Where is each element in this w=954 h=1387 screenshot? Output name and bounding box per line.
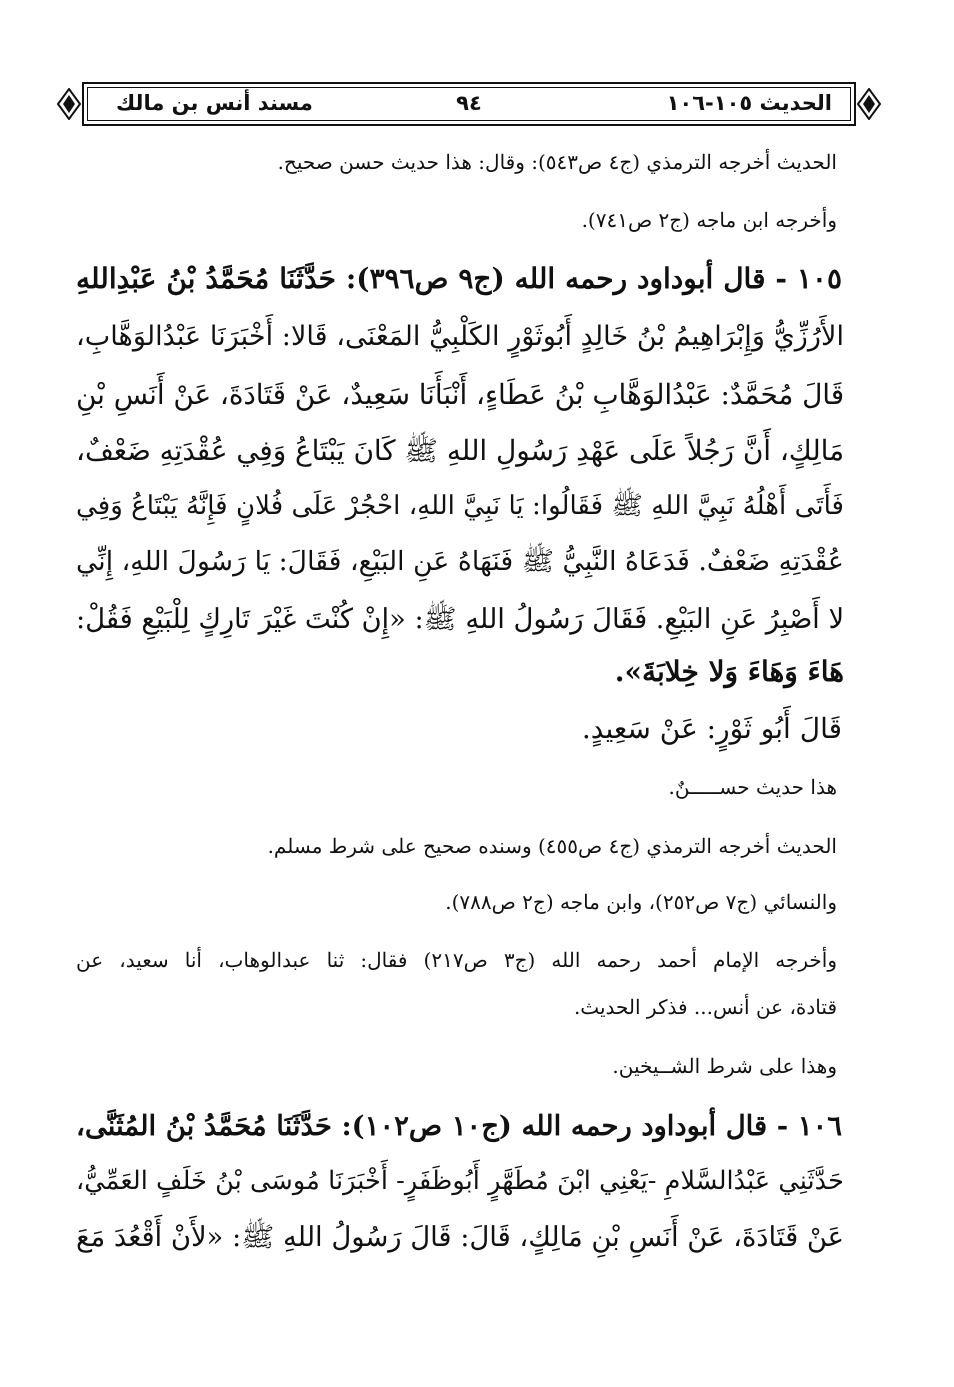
hadith-text-line: فَأَتَى أَهْلُهُ نَبِيَّ اللهِ ﷺ فَقَالُوا: يَا نَبِيَّ اللهِ، احْجُرْ عَلَى فُلانٍ فَإِنَّهُ يَبْتَاعُ وَفِي (76, 491, 844, 521)
text-line: الحديث أخرجه الترمذي (ج٤ ص٥٤٣): وقال: هذا حديث حسن صحيح. (277, 150, 837, 174)
header-book-title: مسند أنس بن مالك (116, 91, 313, 115)
grading-line: هذا حديث حســـــنٌ. (668, 775, 837, 799)
hadith-text-line: حَدَّثَنِي عَبْدُالسَّلامِ -يَعْنِي ابْنَ مُطَهَّرٍ أَبُوظَفَرٍ- أَخْبَرَنَا مُوسَى بْنُ خَلَفٍ العَمِّيُّ، (76, 1166, 844, 1196)
hadith-text-line: عُقْدَتِهِ ضَعْفٌ. فَدَعَاهُ النَّبِيُّ ﷺ فَنَهَاهُ عَنِ البَيْعِ، فَقَالَ: يَا رَسُولَ اللهِ، إِنِّي (76, 546, 844, 577)
takhrij-line: والنسائي (ج٧ ص٢٥٢)، وابن ماجه (ج٢ ص٧٨٨). (445, 890, 837, 914)
hadith-106-line: ١٠٦ - قال أبوداود رحمه الله (ج١٠ ص١٠٢): حَدَّثَنَا مُحَمَّدُ بْنُ المُثَنَّى، (76, 1110, 842, 1142)
header-page-number: ٩٤ (456, 91, 482, 115)
page-header (60, 82, 878, 126)
hadith-text-line: الأَرُزِّيُّ وَإِبْرَاهِيمُ بْنُ خَالِدٍ أَبُوثَوْرٍ الكَلْبِيُّ المَعْنَى، قَالا: أَخْبَرَنَا عَبْدُالوَهَّابِ، (76, 321, 844, 352)
grading-line: وهذا على شرط الشــيخين. (612, 1054, 837, 1078)
hadith-text-line: عَنْ قَتَادَةَ، عَنْ أَنَسِ بْنِ مَالِكٍ، قَالَ: قَالَ رَسُولُ اللهِ ﷺ: «لأَنْ أَقْعُدَ مَعَ (76, 1222, 844, 1253)
text-line: وأخرجه ابن ماجه (ج٢ ص٧٤١). (581, 208, 837, 232)
narrator-note: قَالَ أَبُو ثَوْرٍ: عَنْ سَعِيدٍ. (581, 712, 842, 745)
takhrij-line: وأخرجه الإمام أحمد رحمه الله (ج٣ ص٢١٧) فقال: ثنا عبدالوهاب، أنا سعيد، عن (76, 948, 837, 972)
takhrij-line: الحديث أخرجه الترمذي (ج٤ ص٤٥٥) وسنده صحيح على شرط مسلم. (267, 834, 837, 858)
header-hadith-range: الحديث ١٠٥-١٠٦ (666, 91, 832, 115)
takhrij-line: قتادة، عن أنس... فذكر الحديث. (573, 995, 837, 1019)
hadith-105-line: ١٠٥ - قال أبوداود رحمه الله (ج٩ ص٣٩٦): حَدَّثَنَا مُحَمَّدُ بْنُ عَبْدِاللهِ (76, 262, 842, 295)
hadith-text-line: هَاءَ وَهَاءَ وَلا خِلابَةَ». (614, 655, 844, 688)
hadith-text-line: قَالَ مُحَمَّدٌ: عَبْدُالوَهَّابِ بْنُ عَطَاءٍ، أَنْبَأَنَا سَعِيدٌ، عَنْ قَتَادَةَ، عَنْ أَنَسِ بْنِ (76, 378, 844, 411)
hadith-text-line: لا أَصْبِرُ عَنِ البَيْعِ. فَقَالَ رَسُولُ اللهِ ﷺ: «إِنْ كُنْتَ غَيْرَ تَارِكٍ لِلْبَيْعِ فَقُلْ: (76, 604, 844, 635)
hadith-text-line: مَالِكٍ، أَنَّ رَجُلاً عَلَى عَهْدِ رَسُولِ اللهِ ﷺ كَانَ يَبْتَاعُ وَفِي عُقْدَتِهِ ضَعْفٌ، (76, 434, 844, 467)
